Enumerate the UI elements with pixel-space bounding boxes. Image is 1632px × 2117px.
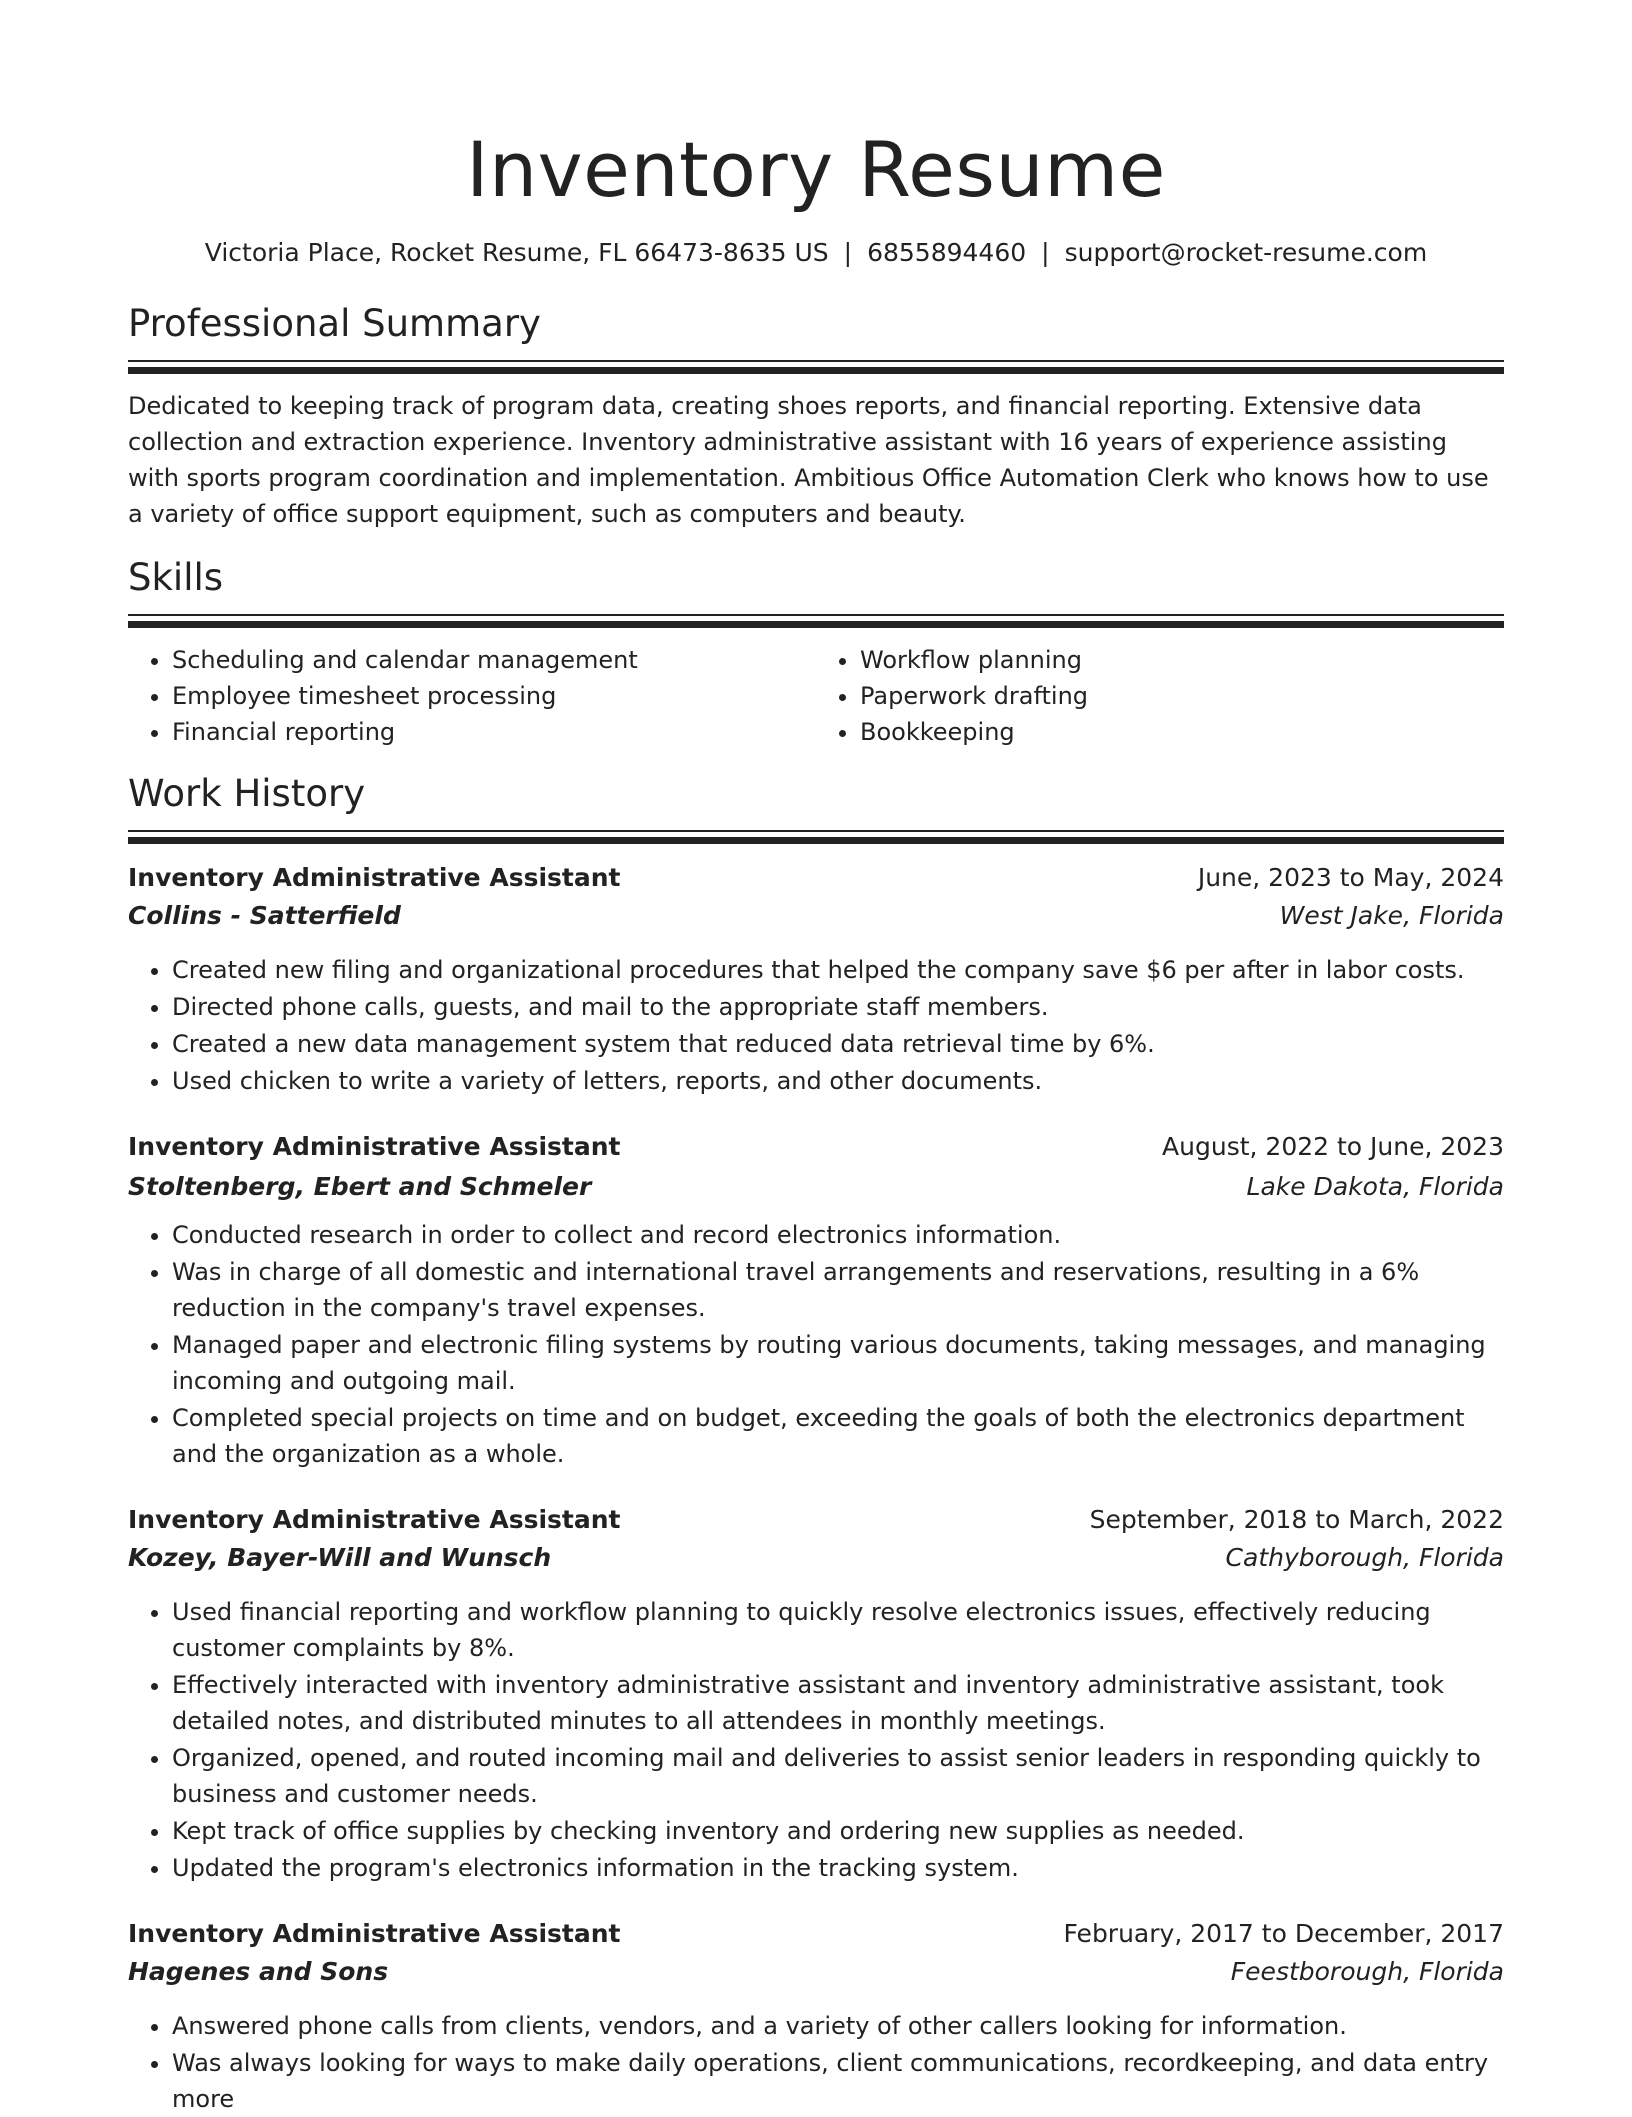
contact-address: Victoria Place, Rocket Resume, FL 66473-8635 US xyxy=(204,238,829,267)
job-dates: August, 2022 to June, 2023 xyxy=(1162,1132,1504,1161)
skill-item: • Financial reporting xyxy=(172,714,816,750)
section-divider xyxy=(128,830,1504,844)
skills-left-list xyxy=(128,642,816,750)
job-header xyxy=(128,1916,1504,1952)
job-bullet: • Effectively interacted with inventory administrative assistant and inventory administrative assistant, took detailed notes, and distributed minutes to all attendees in monthly meetings. xyxy=(172,1667,1504,1739)
job-bullet: • Was always looking for ways to make daily operations, client communications, recordkeeping, and data entry more xyxy=(172,2045,1504,2117)
job-bullet: • Directed phone calls, guests, and mail to the appropriate staff members. xyxy=(172,989,1504,1025)
job-bullet: • Updated the program's electronics information in the tracking system. xyxy=(172,1850,1504,1886)
job-bullet: • Created new filing and organizational procedures that helped the company save $6 per after in labor costs. xyxy=(172,952,1504,988)
skill-item: • Scheduling and calendar management xyxy=(172,642,816,678)
job-dates: September, 2018 to March, 2022 xyxy=(1089,1505,1504,1534)
contact-separator: | xyxy=(1041,238,1050,267)
work-heading: Work History xyxy=(128,772,366,815)
contact-phone: 6855894460 xyxy=(867,238,1027,267)
job-company: Kozey, Bayer-Will and Wunsch xyxy=(128,1543,552,1572)
job-entry xyxy=(128,1129,1504,1472)
section-divider xyxy=(128,614,1504,628)
job-title: Inventory Administrative Assistant xyxy=(128,1919,621,1948)
skills-section xyxy=(128,554,1504,750)
job-bullet: • Completed special projects on time and on budget, exceeding the goals of both the electronics department and the organization as a whole. xyxy=(172,1400,1504,1472)
job-bullet: • Used financial reporting and workflow planning to quickly resolve electronics issues, effectively reducing customer complaints by 8%. xyxy=(172,1594,1504,1666)
skills-heading: Skills xyxy=(128,556,224,599)
summary-section xyxy=(128,300,1504,532)
job-bullets xyxy=(128,1594,1504,1886)
skill-item: • Employee timesheet processing xyxy=(172,678,816,714)
job-bullet: • Conducted research in order to collect and record electronics information. xyxy=(172,1217,1504,1253)
job-bullet: • Organized, opened, and routed incoming mail and deliveries to assist senior leaders in responding quickly to business and customer needs. xyxy=(172,1740,1504,1812)
job-dates: February, 2017 to December, 2017 xyxy=(1063,1919,1504,1948)
work-section xyxy=(128,770,1504,2117)
job-subheader xyxy=(128,1540,1504,1576)
summary-heading: Professional Summary xyxy=(128,302,541,345)
job-location: Feestborough, Florida xyxy=(1230,1957,1504,1986)
job-bullet: • Kept track of office supplies by checking inventory and ordering new supplies as needed. xyxy=(172,1813,1504,1849)
job-title: Inventory Administrative Assistant xyxy=(128,863,621,892)
job-bullets xyxy=(128,952,1504,1099)
job-location: Cathyborough, Florida xyxy=(1225,1543,1504,1572)
job-subheader xyxy=(128,1954,1504,1990)
job-company: Collins - Satterfield xyxy=(128,901,401,930)
job-bullet: • Was in charge of all domestic and international travel arrangements and reservations, resulting in a 6% reduction in the company's travel expenses. xyxy=(172,1254,1504,1326)
job-title: Inventory Administrative Assistant xyxy=(128,1132,621,1161)
contact-separator: | xyxy=(843,238,853,267)
job-title: Inventory Administrative Assistant xyxy=(128,1505,621,1534)
job-bullet: • Answered phone calls from clients, vendors, and a variety of other callers looking for information. xyxy=(172,2008,1504,2044)
job-bullet: • Used chicken to write a variety of letters, reports, and other documents. xyxy=(172,1063,1504,1099)
summary-text: Dedicated to keeping track of program data, creating shoes reports, and financial reporting. Extensive data collection and extraction experience. Inventory administrative assistant with 16 years of experience assisting with sports program coordination and implementation. Ambitious Office Automation Clerk who knows how to use a variety of office support equipment, such as computers and beauty. xyxy=(128,392,1489,528)
job-subheader xyxy=(128,1169,1504,1205)
job-entry xyxy=(128,1916,1504,2117)
skill-item: • Paperwork drafting xyxy=(860,678,1504,714)
job-entry xyxy=(128,1502,1504,1886)
job-bullets xyxy=(128,2008,1504,2117)
job-header xyxy=(128,1502,1504,1538)
job-header xyxy=(128,1129,1504,1165)
skill-item: • Bookkeeping xyxy=(860,714,1504,750)
job-subheader xyxy=(128,898,1504,934)
skills-columns xyxy=(128,642,1504,750)
job-location: West Jake, Florida xyxy=(1279,901,1504,930)
job-company: Hagenes and Sons xyxy=(128,1957,389,1986)
skills-right-list xyxy=(816,642,1504,750)
job-bullet: • Managed paper and electronic filing systems by routing various documents, taking messages, and managing incoming and outgoing mail. xyxy=(172,1327,1504,1399)
section-divider xyxy=(128,360,1504,374)
contact-email[interactable]: support@rocket-resume.com xyxy=(1064,238,1428,267)
job-dates: June, 2023 to May, 2024 xyxy=(1197,863,1504,892)
job-location: Lake Dakota, Florida xyxy=(1246,1172,1504,1201)
job-header xyxy=(128,860,1504,896)
skill-item: • Workflow planning xyxy=(860,642,1504,678)
contact-line xyxy=(128,236,1504,270)
job-company: Stoltenberg, Ebert and Schmeler xyxy=(128,1172,592,1201)
job-entry xyxy=(128,860,1504,1099)
job-bullet: • Created a new data management system that reduced data retrieval time by 6%. xyxy=(172,1026,1504,1062)
resume-name: Inventory Resume xyxy=(466,125,1166,214)
job-bullets xyxy=(128,1217,1504,1472)
